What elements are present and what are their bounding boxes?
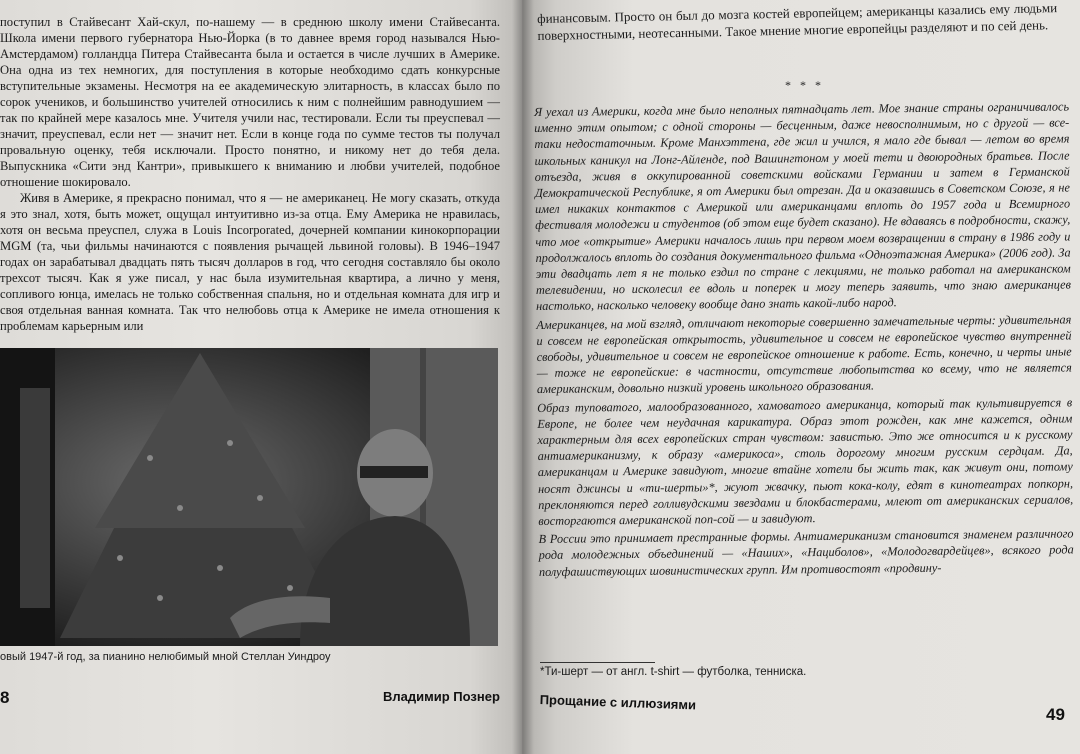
right-running-head: Прощание с иллюзиями: [539, 692, 697, 713]
footnote: *Ти-шерт — от англ. t-shirt — футболка, тенниска.: [540, 666, 807, 678]
right-top-paragraph: финансовым. Просто он был до мозга костей европейцем; американцы казались ему людьми поверхностными, неотесанными. Такое мнение многие европейцы разделяют и по сей день.: [537, 0, 1058, 43]
photo-caption: овый 1947-й год, за пианино нелюбимый мной Стеллан Уиндроу: [0, 651, 331, 663]
photo-image: [0, 348, 498, 646]
book-gutter: [512, 0, 534, 754]
left-paragraph-2: Живя в Америке, я прекрасно понимал, что я — не американец. Не могу сказать, откуда я это знал, хотя, быть может, ощущал интуитивно из-за отца. Ему Америка не нравилась, хотя он весьма преуспел, служа в Louis Incorporated, дочерней компании кинокорпорации MGM (та, чьи фильмы начинаются с появления рычащей львиной головы). В 1946–1947 годах он зарабатывал двадцать пять тысяч долларов в год, что сегодня составляло бы около трехсот тысяч. Как я уже писал, у нас была изумительная квартира, а лично у меня, сопливого юнца, имелась не только собственная спальня, но и отдельная комната для игр и своя отдельная ванная комната. Так что нелюбовь отца к Америке не имела отношения к проблемам карьерным или: [0, 191, 500, 333]
footnote-rule: [540, 662, 655, 663]
right-italic-text: [534, 98, 1074, 581]
right-page-number: 49: [1046, 705, 1065, 724]
right-paragraph-4: В России это принимает престранные формы. Антиамериканизм становится знаменем различного рода молодежных объединений — «Наших», «Нациболов», «Молодогвардейцев», всякого рода полуфашиствующих шовинистических групп. Им противостоят «продвину-: [538, 526, 1074, 579]
section-separator: * * *: [785, 78, 824, 92]
left-page: [0, 0, 522, 754]
christmas-tree-photo: [0, 348, 498, 646]
left-body-text: [0, 14, 500, 334]
right-paragraph-1: Я уехал из Америки, когда мне было неполных пятнадцать лет. Мое знание страны ограничивалось именно этим опытом; с одной стороны — бесценным, даже невосполнимым, но с другой — все-таки недостаточным. Кроме Манхэттена, где жил и учился, я мало где бывал — летом во время школьных каникул на Лонг-Айленде, под Вашингтоном у моей тети и двоюродных братьев. После отъезда, живя в оккупированной советскими войсками Германии и затем в Германской Демократической Республике, я от Америки был отрезан. Да и оказавшись в Советском Союзе, я не имел никаких контактов с Америкой или американцами вплоть до 1957 года и Всемирного фестиваля молодежи и студентов (об этом еще будет сказано). Не вдаваясь в подробности, скажу, что мое «открытие» Америки началось лишь при первом моем возвращении в страну в 1986 году и продолжалось вплоть до создания документального фильма «Одноэтажная Америка» (2006 год). За эти двадцать лет я не только ездил по стране с лекциями, не только работал на американском телевидении, но исколесил ее вдоль и поперек и могу теперь заявить, что знаю американцев настолько, насколько человеку вообще дано знать какой-либо народ.: [534, 99, 1071, 314]
right-paragraph-3: Образ туповатого, малообразованного, хамоватого американца, который так культивируется в Европе, не более чем неудачная карикатура. Образ этот рожден, как мне кажется, одним характерным для всех европейских стран чувством: завистью. Это же относится и к русскому антиамериканизму, к образу «америкоса», столь дорогому многим русским сердцам. Да, американцам и Америке завидуют, многие втайне хотели бы жить так, как живут они, потому носят джинсы и «ти-шерты»*, жуют жвачку, пьют кока-колу, едят в кинотеатрах попкорн, преклоняются перед голливудскими звездами и блокбастерами, млеют от американских сериалов, восторгаются американской поп-сой — и завидуют.: [537, 395, 1074, 529]
right-paragraph-2: Американцев, на мой взгляд, отличают некоторые совершенно замечательные черты: удивительная и совсем не европейская открытость, удивительное и совсем не европейское чувство внутренней свободы, удивительное и совсем не европейское отношение к работе. Есть, конечно, и черты иные — тоже не европейские: в частности, отсутствие любопытства ко всему, что не является американским, довольно низкий уровень школьного образования.: [536, 312, 1072, 397]
left-page-number: 8: [0, 688, 10, 707]
left-paragraph-1: поступил в Стайвесант Хай-скул, по-нашему — в среднюю школу имени Стайвесанта. Школа имени первого губернатора Нью-Йорка (в то давнее время город назывался Нью-Амстердамом) голландца Питера Стайвесанта была и остается в числе лучших в Америке. Она одна из тех немногих, для поступления в которые необходимо сдать конкурсные вступительные экзамены. Несмотря на ее академическую элитарность, в классах было по сорок учеников, и большинство учителей относились к ним с полнейшим равнодушием — так по крайней мере казалось мне. Учителя учили нас, тестировали. Если ты преуспевал — значит, преуспевал, если нет — значит нет. Если в конце года по сумме тестов ты получал провальную оценку, тебя исключали. Просто понятно, и никому нет до тебя дела. Выпускника «Сити энд Кантри», привыкшего к вниманию и любви учителей, подобное отношение шокировало.: [0, 15, 500, 189]
left-running-head: Владимир Познер: [383, 689, 500, 704]
